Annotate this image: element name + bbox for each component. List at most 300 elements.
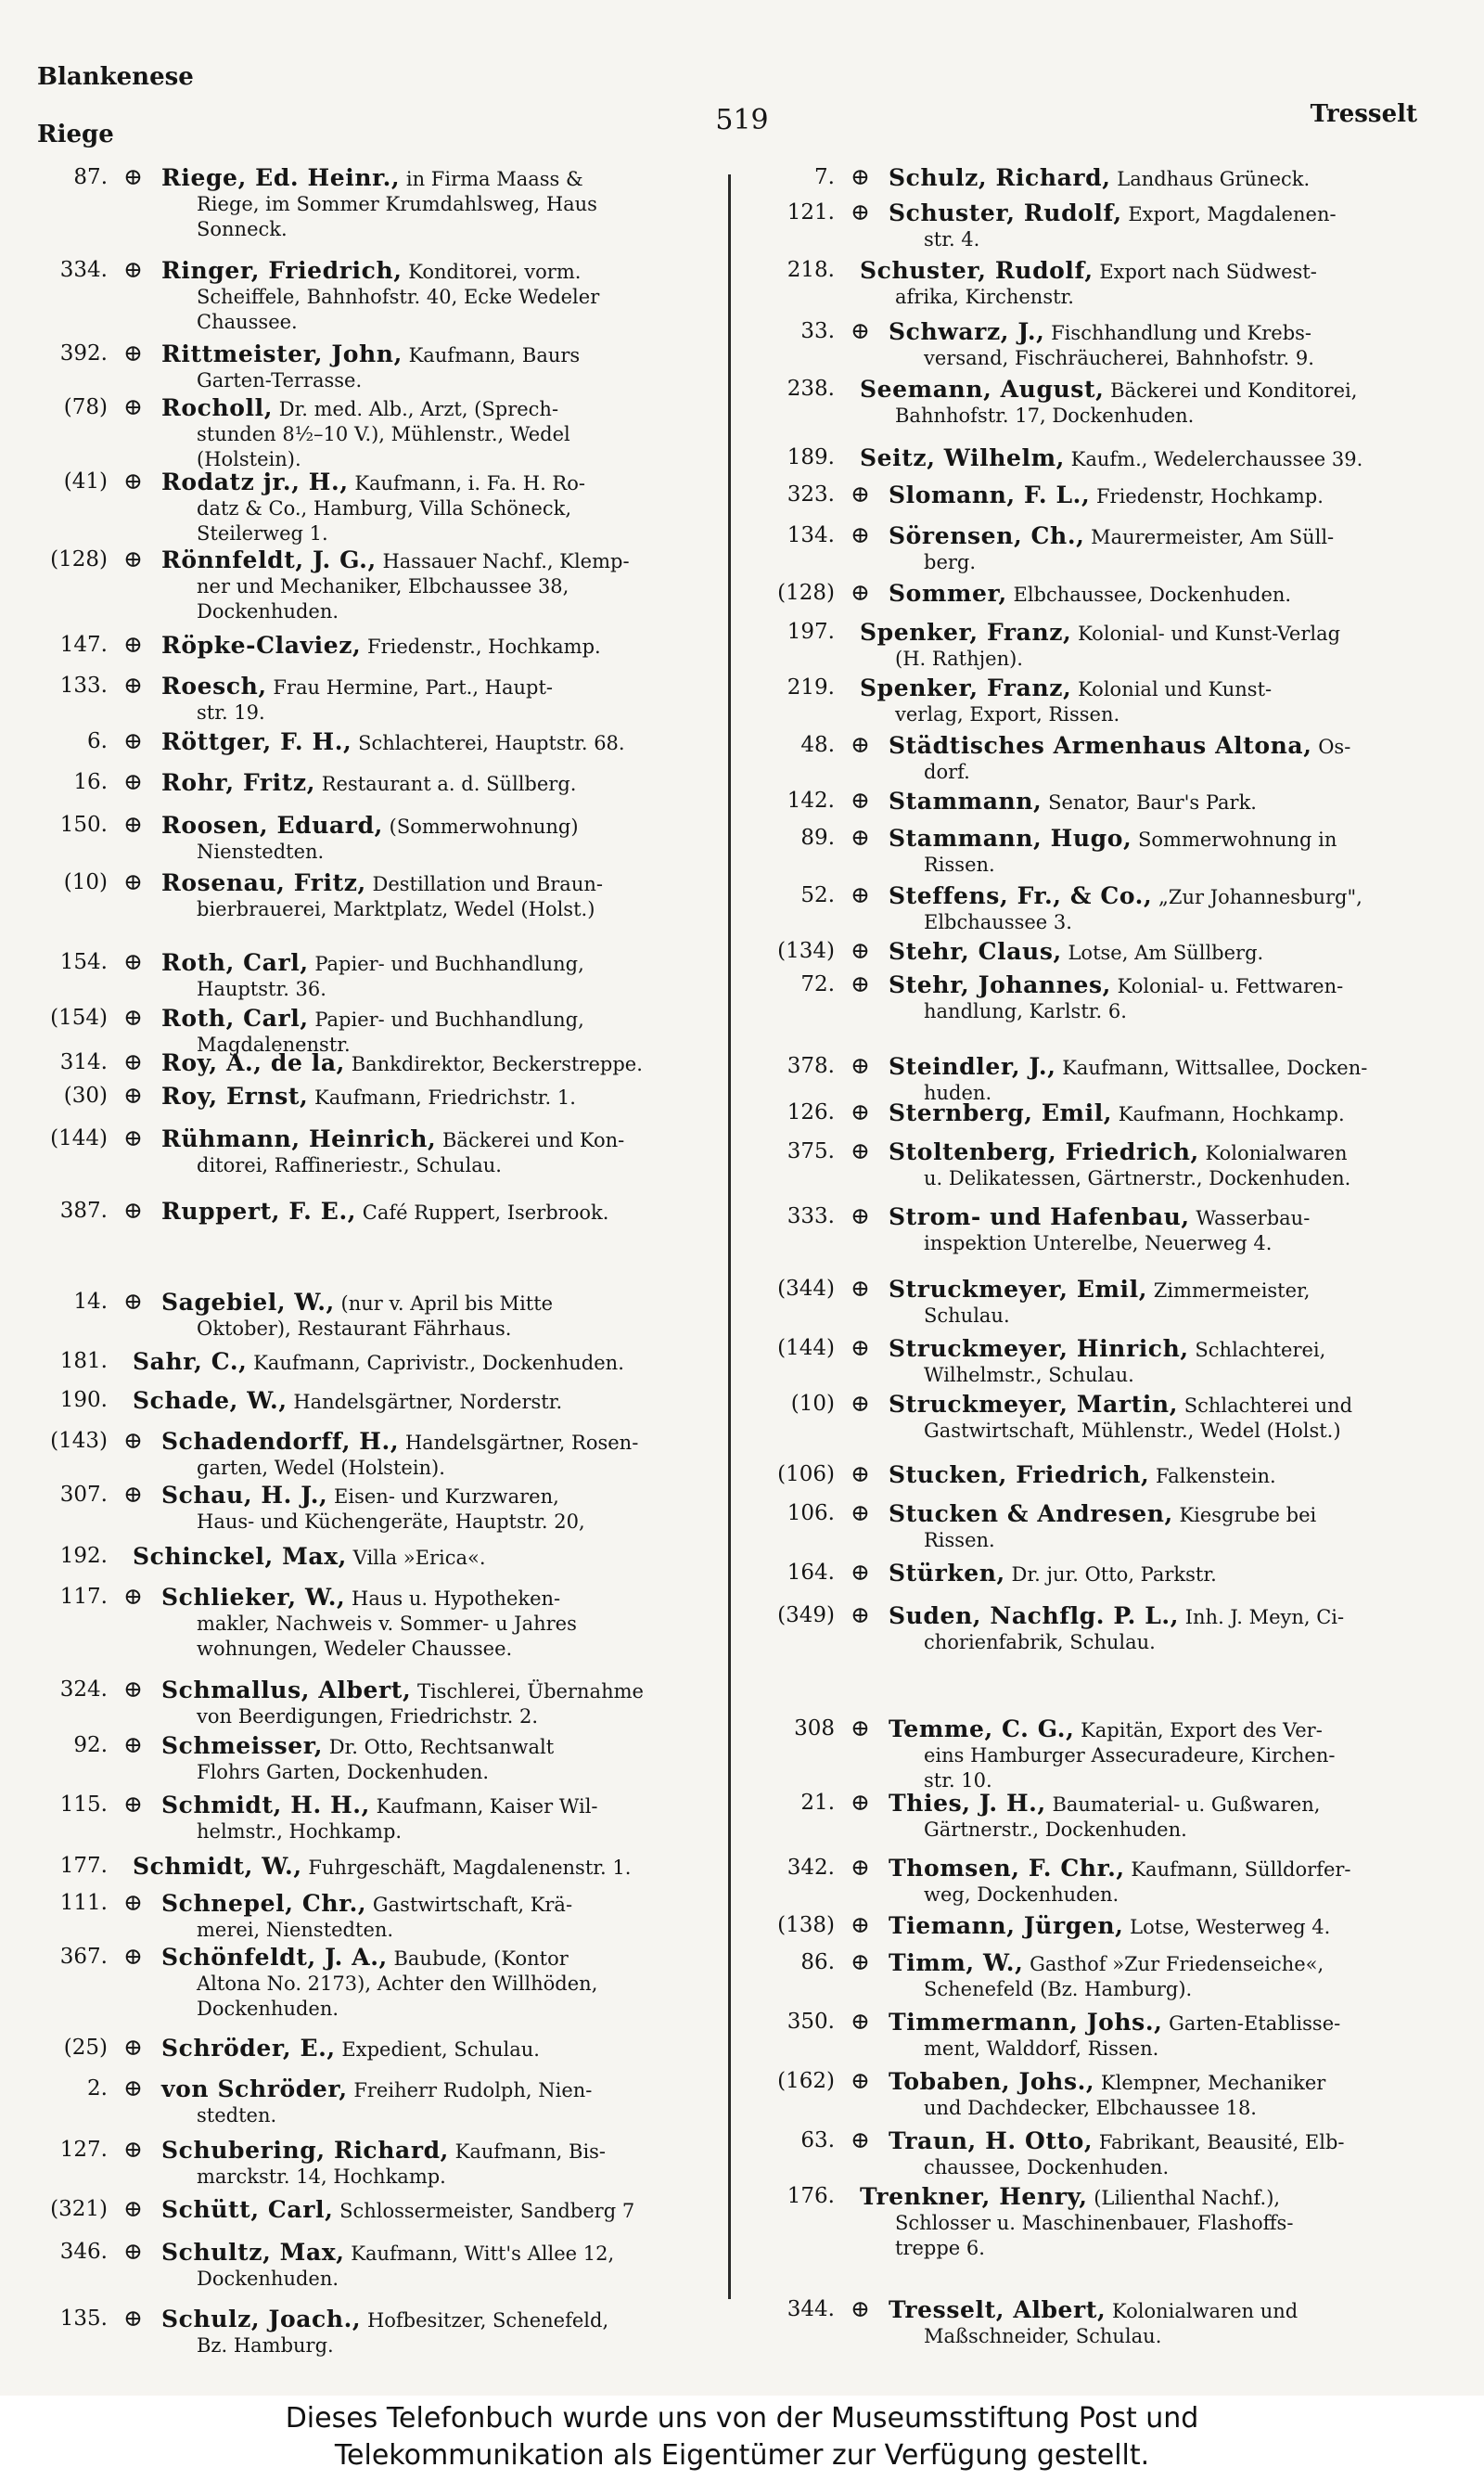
phone-number: 346. [59,2240,108,2264]
entry-first-line [889,1856,1421,1882]
entry-continuation: ment, Walddorf, Rissen. [924,2037,1159,2060]
entry-body [161,165,722,242]
telephone-mark-icon: ⊕ [851,521,870,548]
telephone-mark-icon: ⊕ [123,2136,143,2163]
entry-details: Kaufmann, i. Fa. H. Ro- [354,472,585,495]
subscriber-name: Roth, Carl, [161,1005,309,1032]
entry-continuation: von Beerdigungen, Friedrichstr. 2. [197,1705,539,1728]
entry-continuation: eins Hamburger Assecuradeure, Kirchen- [924,1744,1336,1767]
entry-first-line [161,2036,722,2062]
entry-body [161,258,722,335]
subscriber-name: Traun, H. Otto, [889,2127,1094,2154]
phone-number: 314. [59,1050,108,1074]
entry-body [133,1544,722,1571]
entry-continuation: handlung, Karlstr. 6. [924,1000,1127,1022]
entry-body [889,883,1421,935]
telephone-mark-icon: ⊕ [851,1854,870,1881]
telephone-mark-icon: ⊕ [851,1911,870,1938]
telephone-mark-icon: ⊕ [851,1499,870,1526]
entry-first-line [161,1050,722,1077]
phone-number: 142. [787,789,835,813]
entry-continuation: Dockenhuden. [197,600,339,623]
subscriber-name: Sörensen, Ch., [889,522,1085,549]
phone-number: 387. [59,1199,108,1223]
phone-number: 111. [59,1891,108,1915]
entry-details: Freiherr Rudolph, Nien- [353,2079,593,2101]
phone-number: 72. [800,972,835,996]
subscriber-name: Strom- und Hafenbau, [889,1203,1190,1230]
phone-number: 308 [794,1716,835,1741]
subscriber-name: Schmidt, W., [133,1853,302,1880]
subscriber-name: Temme, C. G., [889,1715,1075,1742]
entry-continuation: marckstr. 14, Hochkamp. [197,2165,446,2188]
subscriber-name: Rodatz jr., H., [161,469,349,495]
subscriber-name: Thomsen, F. Chr., [889,1855,1125,1882]
subscriber-name: Spenker, Franz, [860,619,1072,646]
entry-body [860,445,1421,472]
entry-continuation: Maßschneider, Schulau. [924,2325,1162,2347]
entry-body [161,1585,722,1662]
entry-first-line [889,2297,1421,2324]
entry-first-line [133,1544,722,1571]
entry-first-line [889,1392,1421,1419]
phone-number: 2. [87,2076,108,2101]
telephone-mark-icon: ⊕ [851,2127,870,2153]
entry-first-line [860,2184,1421,2211]
entry-continuation: Flohrs Garten, Dockenhuden. [197,1761,490,1783]
entry-body [889,1603,1421,1655]
entry-first-line [889,883,1421,910]
telephone-mark-icon: ⊕ [851,199,870,225]
entry-details: Baubude, (Kontor [393,1947,569,1970]
entry-first-line [889,972,1421,999]
phone-number: 190. [59,1388,108,1412]
phone-number: 350. [787,2010,835,2034]
phone-number: 48. [800,733,835,757]
entry-details: Export nach Südwest- [1099,261,1317,283]
entry-body [161,1891,722,1943]
entry-details: Kaufmann, Wittsallee, Docken- [1062,1057,1368,1079]
entry-body [161,870,722,922]
subscriber-name: Schultz, Max, [161,2239,345,2266]
phone-number: 63. [800,2128,835,2152]
subscriber-name: Rönnfeldt, J. G., [161,546,377,573]
telephone-mark-icon: ⊕ [851,787,870,814]
entry-first-line [161,1084,722,1111]
entry-details: Dr. jur. Otto, Parkstr. [1011,1563,1217,1586]
entry-first-line [889,733,1421,760]
subscriber-name: von Schröder, [161,2075,348,2102]
entry-body [889,939,1421,966]
entry-first-line [161,2240,722,2267]
phone-number: (154) [50,1006,108,1030]
entry-continuation: Schulau. [924,1304,1010,1327]
phone-number: 219. [787,675,835,700]
phone-number: 52. [800,883,835,907]
subscriber-name: Stoltenberg, Friedrich, [889,1138,1199,1165]
entry-continuation: (Holstein). [197,448,301,470]
entry-details: Bäckerei und Konditorei, [1110,379,1358,402]
entry-first-line [161,1945,722,1972]
entry-first-line [161,1793,722,1819]
entry-continuation: Riege, im Sommer Krumdahlsweg, Haus [197,193,597,215]
left-catchword: Riege [37,121,114,148]
subscriber-name: Suden, Nachflg. P. L., [889,1602,1180,1629]
entry-first-line [161,633,722,660]
entry-body [161,813,722,865]
entry-details: Kaufm., Wedelerchaussee 39. [1070,448,1363,470]
entry-first-line [860,620,1421,647]
entry-first-line [889,523,1421,550]
entry-body [889,2069,1421,2121]
entry-details: Schlachterei und [1183,1394,1353,1417]
entry-details: Bankdirektor, Beckerstreppe. [351,1053,643,1075]
entry-body [161,1483,722,1535]
phone-number: 164. [787,1561,835,1585]
entry-body [161,1677,722,1729]
subscriber-name: Timmermann, Johs., [889,2009,1163,2036]
subscriber-name: Tresselt, Albert, [889,2296,1107,2323]
telephone-mark-icon: ⊕ [123,1197,143,1224]
entry-first-line [161,2307,722,2333]
entry-details: Inh. J. Meyn, Ci- [1184,1606,1345,1628]
phone-number: 33. [800,319,835,343]
entry-continuation: merei, Nienstedten. [197,1919,394,1941]
entry-continuation: Altona No. 2173), Achter den Willhöden, [197,1972,598,1995]
entry-body [860,2184,1421,2261]
entry-details: Handelsgärtner, Rosen- [404,1432,639,1454]
subscriber-name: Sommer, [889,580,1007,607]
phone-number: 134. [787,523,835,547]
subscriber-name: Schwarz, J., [889,318,1045,345]
entry-body [889,482,1421,509]
entry-body [161,674,722,726]
entry-first-line [889,1462,1421,1489]
telephone-mark-icon: ⊕ [851,1715,870,1741]
subscriber-name: Stürken, [889,1560,1005,1587]
subscriber-name: Ruppert, F. E., [161,1198,357,1225]
telephone-mark-icon: ⊕ [123,2075,143,2101]
entry-details: Klempner, Mechaniker [1100,2072,1326,2094]
entry-details: Garten-Etablisse- [1169,2012,1341,2035]
phone-number: (78) [63,395,108,419]
entry-first-line [161,1290,722,1317]
phone-number: 307. [59,1483,108,1507]
entry-body [889,1100,1421,1127]
subscriber-name: Tobaben, Johs., [889,2068,1095,2095]
entry-details: Expedient, Schulau. [341,2038,540,2061]
telephone-mark-icon: ⊕ [123,1889,143,1916]
telephone-mark-icon: ⊕ [851,2295,870,2322]
subscriber-name: Steindler, J., [889,1053,1056,1080]
entry-first-line [161,395,722,422]
entry-continuation: Steilerweg 1. [197,522,328,545]
phone-number: 135. [59,2307,108,2331]
entry-first-line [133,1854,722,1881]
entry-body [889,1139,1421,1191]
telephone-mark-icon: ⊕ [123,811,143,838]
subscriber-name: Rittmeister, John, [161,341,403,367]
entry-details: Konditorei, vorm. [408,261,582,283]
telephone-mark-icon: ⊕ [851,824,870,851]
phone-number: (144) [50,1126,108,1150]
entry-details: Gastwirtschaft, Krä- [372,1894,573,1916]
entry-body [161,1793,722,1844]
entry-continuation: dorf. [924,761,970,783]
phone-number: (128) [50,547,108,572]
entry-body [161,1945,722,2022]
entry-body [161,729,722,756]
entry-first-line [860,675,1421,702]
entry-continuation: afrika, Kirchenstr. [895,286,1074,308]
phone-number: 334. [59,258,108,282]
entry-continuation: Magdalenenstr. [197,1034,351,1056]
entry-continuation: stunden 8½–10 V.), Mühlenstr., Wedel [197,423,570,445]
entry-details: Kaufmann, Sülldorfer- [1131,1858,1351,1881]
entry-details: (Sommerwohnung) [389,816,579,838]
telephone-mark-icon: ⊕ [123,1082,143,1109]
entry-body [889,972,1421,1024]
telephone-mark-icon: ⊕ [851,1052,870,1079]
subscriber-name: Schmallus, Albert, [161,1677,412,1703]
telephone-mark-icon: ⊕ [851,1137,870,1164]
entry-continuation: Wilhelmstr., Schulau. [924,1364,1134,1386]
entry-details: in Firma Maass & [405,168,583,190]
entry-first-line [860,445,1421,472]
entry-first-line [161,1199,722,1226]
entry-details: (nur v. April bis Mitte [340,1292,554,1315]
entry-first-line [161,729,722,756]
entry-details: Kolonial- und Kunst-Verlag [1078,623,1341,645]
entry-details: Falkenstein. [1156,1465,1276,1487]
phone-number: (106) [777,1462,835,1486]
entry-body [889,1501,1421,1553]
telephone-mark-icon: ⊕ [123,2195,143,2222]
entry-details: Kolonial und Kunst- [1078,678,1273,700]
entry-body [889,1392,1421,1444]
entry-continuation: makler, Nachweis v. Sommer- u Jahres [197,1613,577,1635]
entry-body [161,2036,722,2062]
telephone-mark-icon: ⊕ [123,2034,143,2061]
subscriber-name: Röpke-Claviez, [161,632,362,659]
subscriber-name: Rocholl, [161,394,274,421]
phone-number: (10) [790,1392,835,1416]
entry-body [161,1290,722,1342]
telephone-mark-icon: ⊕ [851,579,870,606]
entry-continuation: Hauptstr. 36. [197,978,326,1000]
phone-number: 176. [787,2184,835,2208]
entry-details: Kiesgrube bei [1179,1504,1317,1526]
telephone-mark-icon: ⊕ [851,881,870,908]
entry-first-line [161,165,722,192]
entry-details: Kaufmann, Caprivistr., Dockenhuden. [253,1352,624,1374]
entry-continuation: versand, Fischräucherei, Bahnhofstr. 9. [924,347,1314,369]
entry-first-line [161,674,722,700]
telephone-mark-icon: ⊕ [123,1943,143,1970]
telephone-mark-icon: ⊕ [851,317,870,344]
entry-body [889,2010,1421,2062]
entry-details: Frau Hermine, Part., Haupt- [273,676,554,699]
entry-first-line [161,1677,722,1704]
entry-details: Bäckerei und Kon- [442,1129,625,1151]
entry-details: Kaufmann, Witt's Allee 12, [351,2242,615,2265]
entry-first-line [161,870,722,897]
subscriber-name: Schütt, Carl, [161,2196,334,2223]
entry-first-line [889,1336,1421,1363]
phone-number: (344) [777,1277,835,1301]
entry-details: Lotse, Westerweg 4. [1130,1916,1331,1938]
phone-number: 378. [787,1054,835,1078]
subscriber-name: Stammann, [889,788,1043,815]
entry-details: Kolonial- u. Fettwaren- [1117,975,1344,997]
entry-details: Kaufmann, Hochkamp. [1118,1103,1345,1125]
subscriber-name: Schuster, Rudolf, [860,257,1094,284]
telephone-mark-icon: ⊕ [851,1789,870,1816]
phone-number: 87. [73,165,108,189]
subscriber-name: Roth, Carl, [161,949,309,976]
phone-number: 197. [787,620,835,644]
phone-number: (138) [777,1913,835,1937]
entry-details: Senator, Baur's Park. [1048,791,1257,814]
entry-first-line [161,1483,722,1510]
entry-first-line [161,1006,722,1033]
entry-continuation: stedten. [197,2104,277,2127]
entry-body [889,789,1421,816]
entry-details: Fabrikant, Beausité, Elb- [1098,2131,1345,2153]
subscriber-name: Seemann, August, [860,376,1105,403]
entry-body [889,1277,1421,1329]
entry-details: Gasthof »Zur Friedenseiche«, [1030,1953,1324,1975]
entry-continuation: Bahnhofstr. 17, Dockenhuden. [895,405,1195,427]
entry-details: Schlachterei, [1195,1339,1326,1361]
phone-number: (143) [50,1429,108,1453]
entry-first-line [161,2138,722,2165]
telephone-mark-icon: ⊕ [851,1334,870,1361]
page-number: 519 [715,104,769,136]
entry-details: Papier- und Buchhandlung, [314,1009,584,1031]
subscriber-name: Schröder, E., [161,2035,336,2062]
telephone-mark-icon: ⊕ [123,163,143,190]
telephone-mark-icon: ⊕ [123,1288,143,1315]
entry-first-line [161,950,722,977]
phone-number: 192. [59,1544,108,1568]
entry-first-line [889,319,1421,346]
phone-number: 323. [787,482,835,507]
entry-body [889,1462,1421,1489]
entry-body [161,1429,722,1481]
entry-body [889,1913,1421,1940]
subscriber-name: Schinckel, Max, [133,1543,347,1570]
telephone-mark-icon: ⊕ [851,1099,870,1125]
entry-continuation: helmstr., Hochkamp. [197,1820,403,1843]
telephone-mark-icon: ⊕ [851,2067,870,2094]
entry-details: Friedenstr, Hochkamp. [1095,485,1324,508]
entry-first-line [161,813,722,840]
entry-body [133,1349,722,1376]
entry-continuation: Gärtnerstr., Dockenhuden. [924,1818,1187,1841]
telephone-mark-icon: ⊕ [123,868,143,895]
entry-continuation: weg, Dockenhuden. [924,1883,1119,1906]
entry-first-line [889,2128,1421,2155]
entry-body [889,826,1421,878]
entry-body [889,1716,1421,1793]
entry-body [161,2076,722,2128]
entry-body [889,1204,1421,1256]
entry-body [860,620,1421,672]
entry-details: Fuhrgeschäft, Magdalenenstr. 1. [308,1857,632,1879]
entry-first-line [889,1950,1421,1977]
subscriber-name: Schubering, Richard, [161,2137,449,2164]
place-heading: Blankenese [37,63,194,91]
entry-first-line [161,1429,722,1456]
entry-body [860,377,1421,429]
entry-first-line [889,1561,1421,1587]
entry-body [161,2307,722,2358]
phone-number: 375. [787,1139,835,1163]
entry-first-line [889,1913,1421,1940]
footer-line-2: Telekommunikation als Eigentümer zur Verfügung gestellt. [334,2439,1150,2472]
entry-continuation: Schenefeld (Bz. Hamburg). [924,1978,1193,2000]
entry-first-line [161,2076,722,2103]
telephone-mark-icon: ⊕ [123,546,143,572]
entry-continuation: und Dachdecker, Elbchaussee 18. [924,2097,1257,2119]
entry-continuation: Oktober), Restaurant Fährhaus. [197,1317,512,1340]
subscriber-name: Stucken & Andresen, [889,1500,1173,1527]
entry-first-line [889,1716,1421,1743]
entry-details: Kolonialwaren und [1111,2300,1298,2322]
phone-number: 147. [59,633,108,657]
telephone-mark-icon: ⊕ [123,1124,143,1151]
phone-number: (144) [777,1336,835,1360]
entry-details: Export, Magdalenen- [1128,203,1337,225]
phone-number: 367. [59,1945,108,1969]
subscriber-name: Roy, A., de la, [161,1049,345,1076]
phone-number: 133. [59,674,108,698]
subscriber-name: Roy, Ernst, [161,1083,309,1110]
entry-details: Kaufmann, Bis- [454,2140,607,2163]
entry-details: Zimmermeister, [1153,1279,1311,1302]
telephone-mark-icon: ⊕ [123,1427,143,1454]
subscriber-name: Schau, H. J., [161,1482,328,1509]
subscriber-name: Seitz, Wilhelm, [860,444,1065,471]
entry-first-line [889,1791,1421,1818]
entry-first-line [161,1733,722,1760]
telephone-mark-icon: ⊕ [851,1601,870,1628]
entry-first-line [889,1501,1421,1528]
telephone-mark-icon: ⊕ [123,1481,143,1508]
entry-continuation: Elbchaussee 3. [924,911,1072,933]
subscriber-name: Stammann, Hugo, [889,825,1132,852]
entry-body [889,200,1421,252]
telephone-mark-icon: ⊕ [123,1583,143,1610]
telephone-mark-icon: ⊕ [123,1791,143,1818]
entry-first-line [889,1100,1421,1127]
entry-continuation: Schlosser u. Maschinenbauer, Flashoffs- [895,2212,1294,2234]
phone-number: 89. [800,826,835,850]
entry-details: Hofbesitzer, Schenefeld, [366,2309,609,2332]
phone-number: (25) [63,2036,108,2060]
entry-continuation: huden. [924,1082,992,1104]
entry-first-line [161,547,722,574]
footer-notice [0,2396,1484,2480]
telephone-mark-icon: ⊕ [123,1731,143,1758]
telephone-mark-icon: ⊕ [851,937,870,964]
telephone-mark-icon: ⊕ [851,1390,870,1417]
entry-body [161,2240,722,2292]
subscriber-name: Schulz, Richard, [889,164,1111,191]
entry-details: Kapitän, Export des Ver- [1081,1719,1323,1741]
phone-number: (134) [777,939,835,963]
